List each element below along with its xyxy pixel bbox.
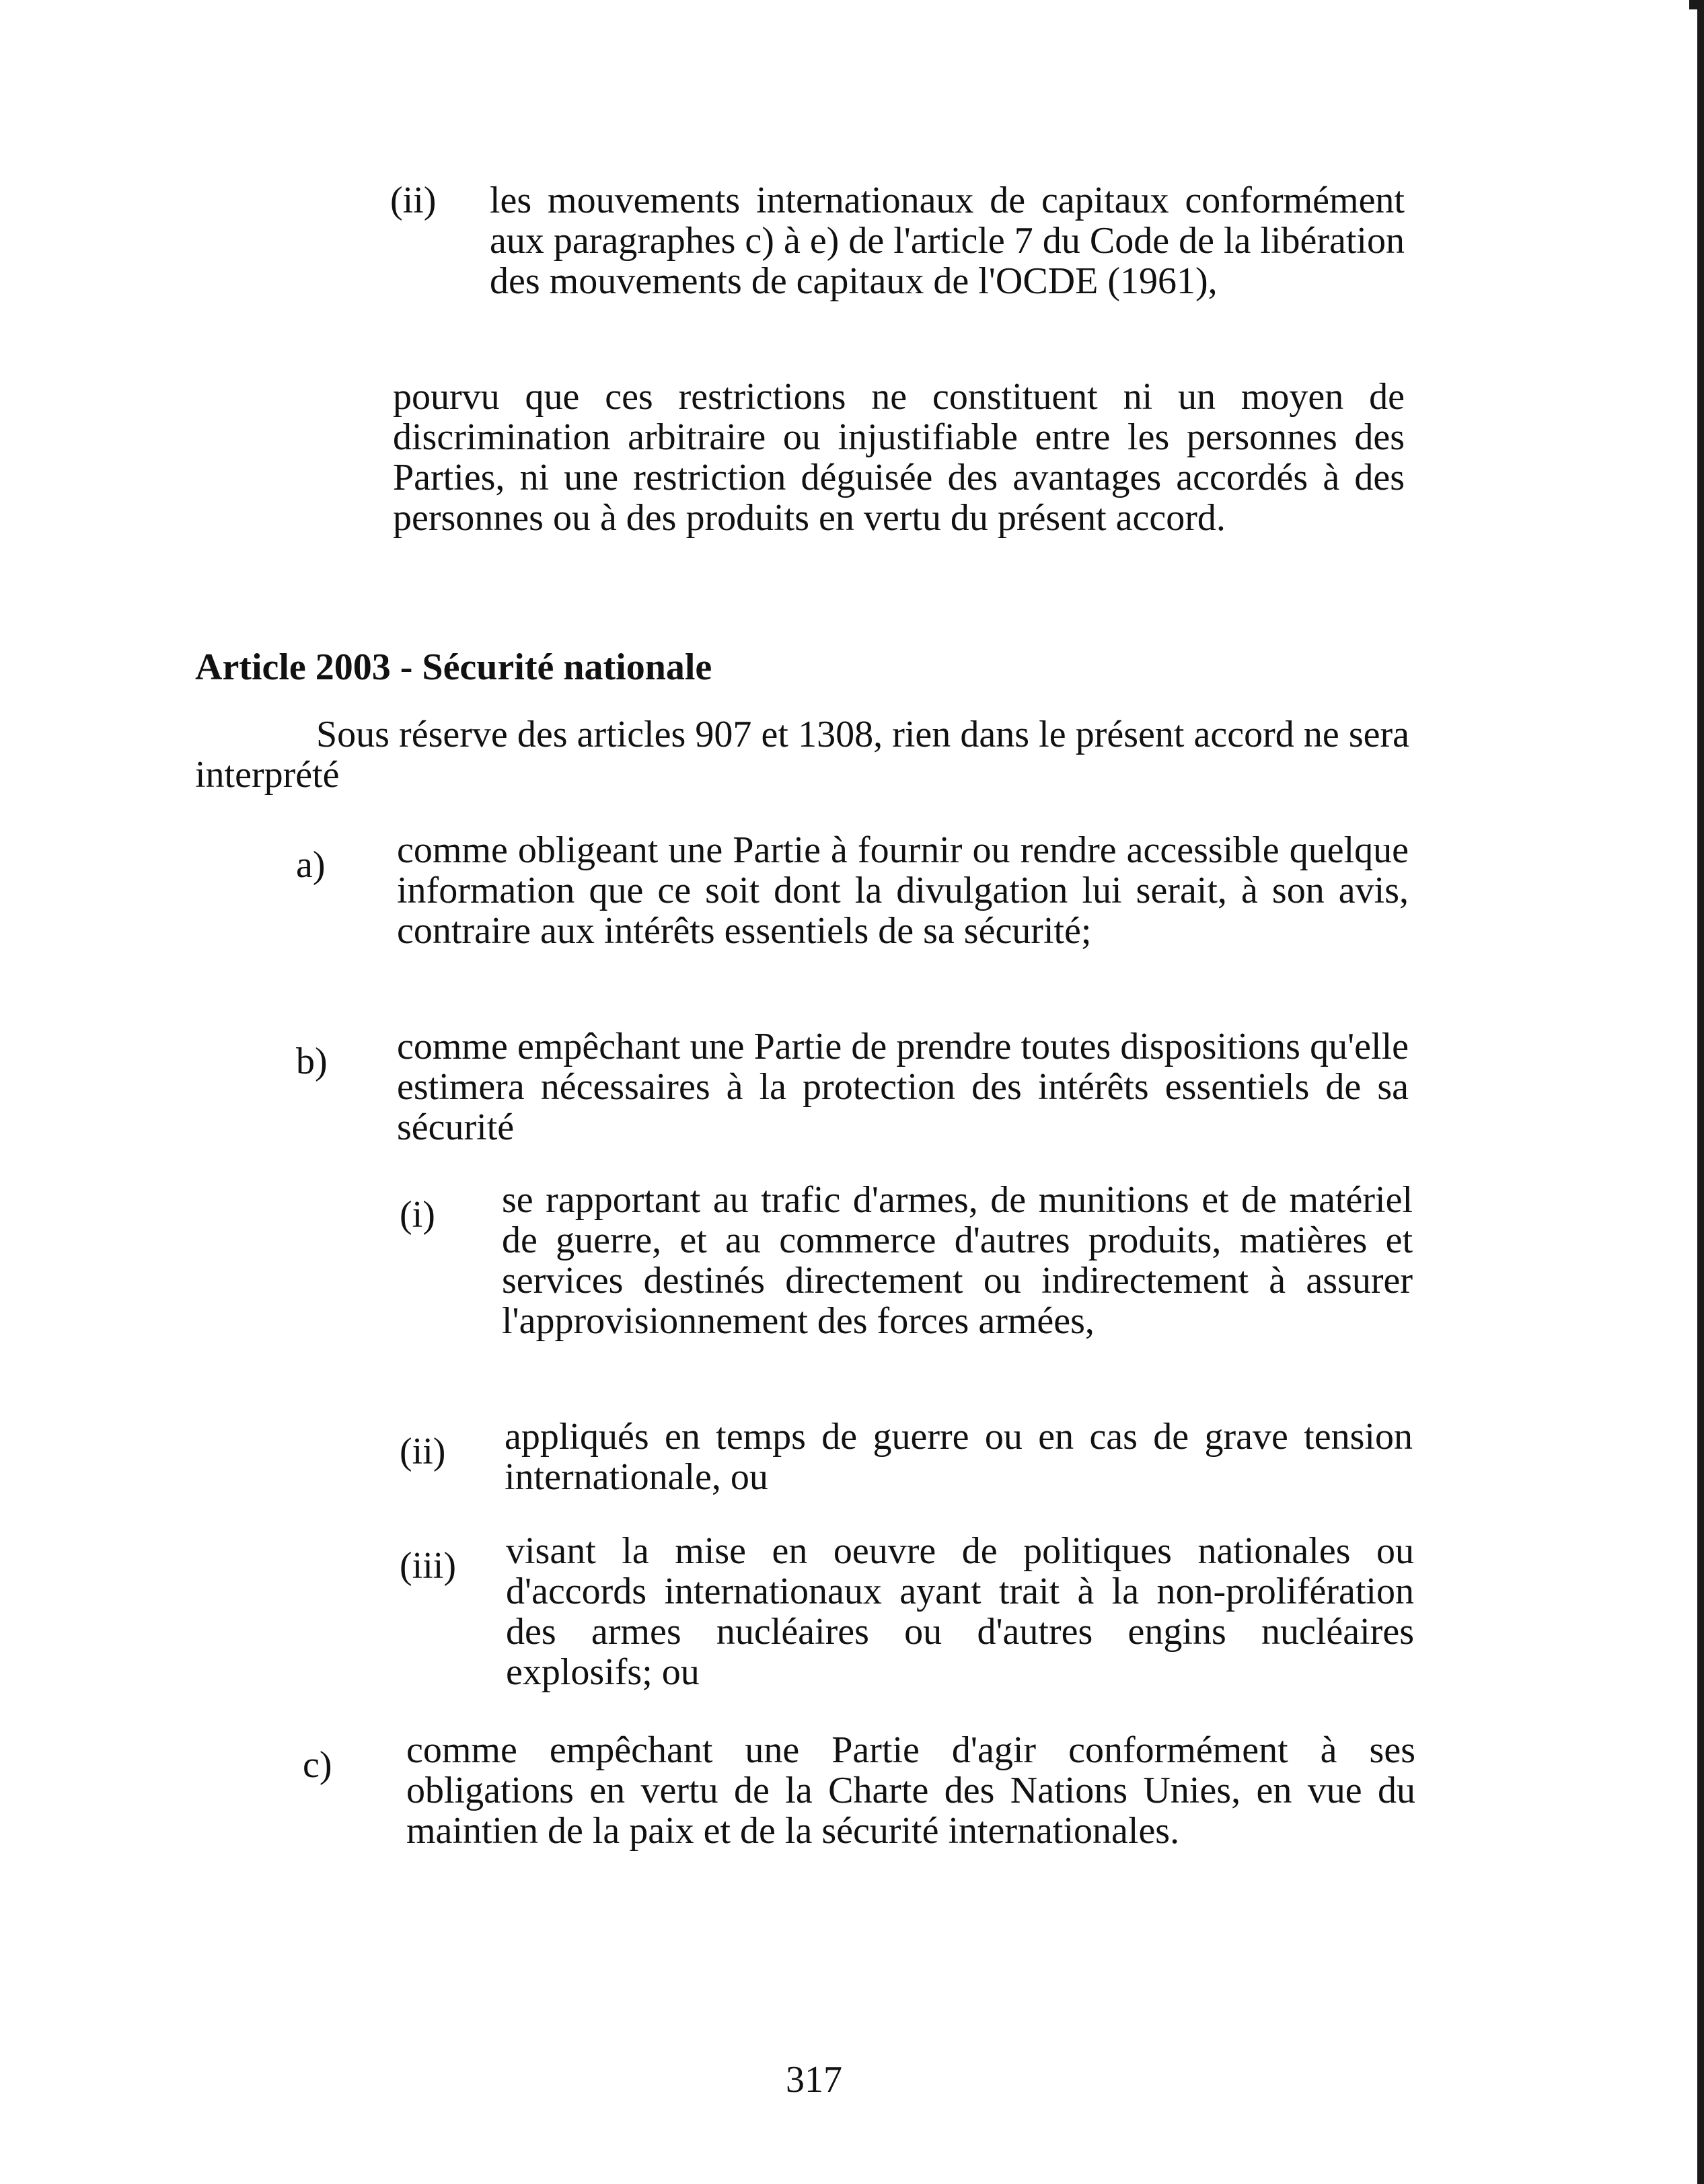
item-b-text: comme empêchant une Partie de prendre toutes dispositions qu'elle estimera nécessaires à la protection des intérêts essentiels de sa sécurité [397,1026,1409,1148]
item-a-label: a) [296,844,326,886]
proviso-paragraph: pourvu que ces restrictions ne constituent ni un moyen de discrimination arbitraire ou injustifiable entre les personnes des Parties, ni une restriction déguisée des avantages accordés à des personnes ou à des produits en vertu du présent accord. [393,376,1405,539]
sub-ii-label: (ii) [400,1431,446,1472]
sub-iii-text: visant la mise en oeuvre de politiques nationales ou d'accords internationaux ayant trait à la non-prolifération des armes nucléaires ou d'autres engins nucléaires explosifs; ou [506,1530,1414,1693]
item-c-label: c) [303,1744,332,1786]
item-a-text: comme obligeant une Partie à fournir ou rendre accessible quelque information que ce soit dont la divulgation lui serait, à son avis, contraire aux intérêts essentiels de sa sécurité; [397,829,1409,952]
article-heading: Article 2003 - Sécurité nationale [195,646,712,688]
scan-corner [1689,0,1704,9]
item-ii-label: (ii) [390,180,437,221]
sub-i-label: (i) [400,1194,435,1236]
sub-ii-text: appliqués en temps de guerre ou en cas de grave tension internationale, ou [505,1416,1413,1498]
article-intro: Sous réserve des articles 907 et 1308, rien dans le présent accord ne sera interprété [195,714,1409,796]
item-c-text: comme empêchant une Partie d'agir conformément à ses obligations en vertu de la Charte des Nations Unies, en vue du maintien de la paix et de la sécurité internationales. [406,1729,1415,1852]
item-b-label: b) [296,1041,328,1082]
page-number: 317 [786,2059,842,2101]
scan-edge [1697,0,1704,2184]
item-ii-text: les mouvements internationaux de capitaux conformément aux paragraphes c) à e) de l'article 7 du Code de la libération des mouvements de capitaux de l'OCDE (1961), [490,180,1405,302]
sub-i-text: se rapportant au trafic d'armes, de munitions et de matériel de guerre, et au commerce d'autres produits, matières et services destinés directement ou indirectement à assurer l'approvisionnement des forces armées, [502,1179,1413,1342]
sub-iii-label: (iii) [400,1545,456,1587]
